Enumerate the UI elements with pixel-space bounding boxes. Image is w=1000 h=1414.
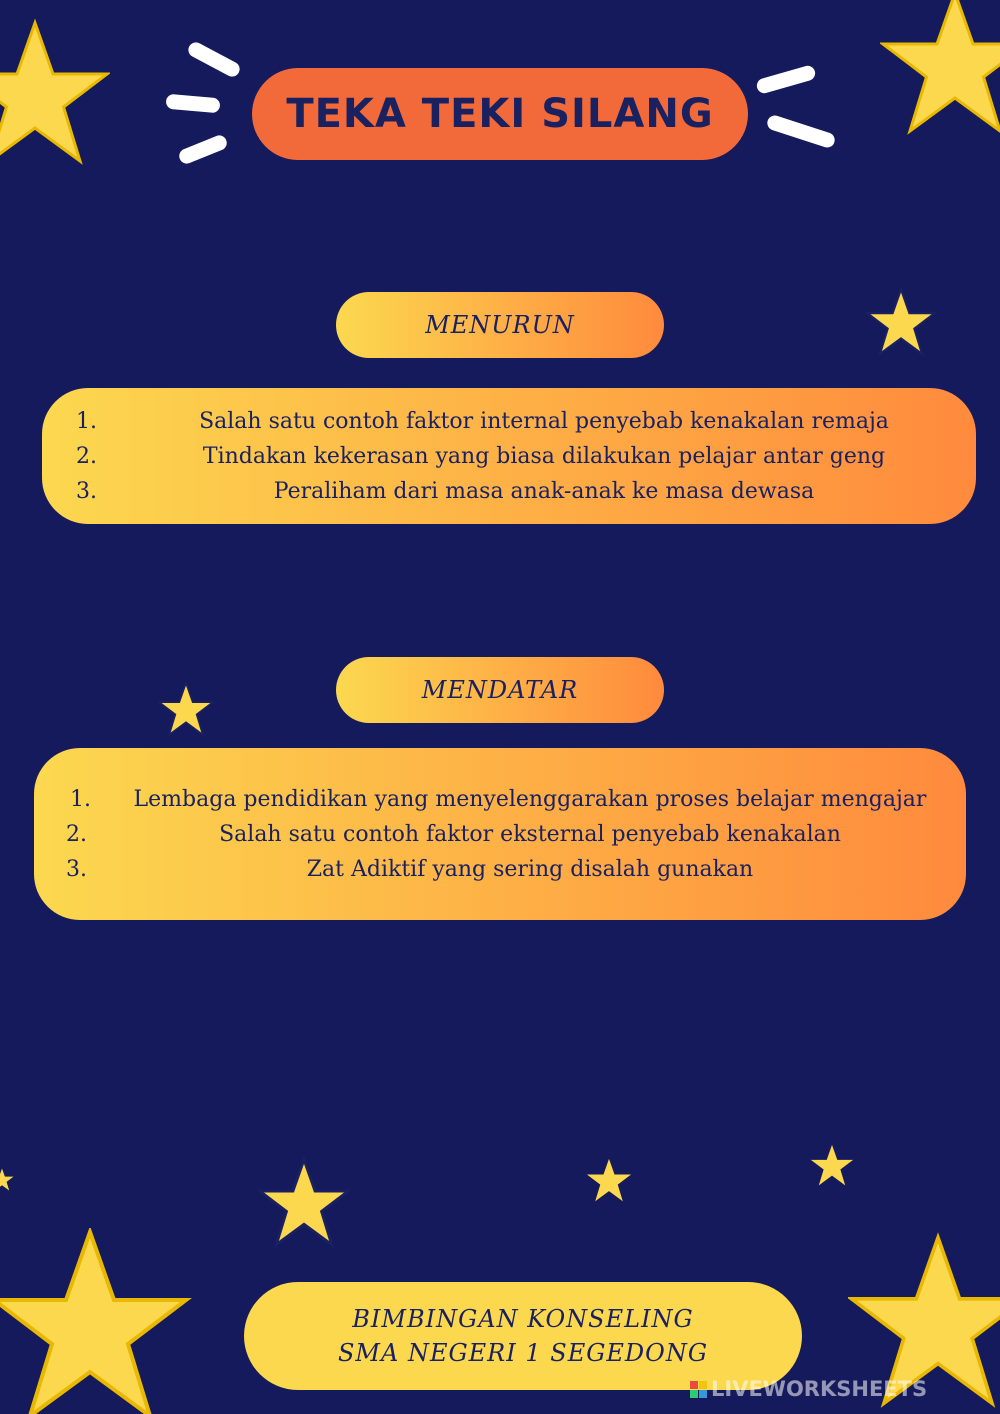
clue-text: Salah satu contoh faktor internal penyebab kenakalan remaja <box>199 409 889 434</box>
clue-number: 3. <box>76 479 97 504</box>
clue-text: Tindakan kekerasan yang biasa dilakukan pelajar antar geng <box>202 444 886 469</box>
clue-number: 1. <box>70 787 91 812</box>
star-icon <box>158 682 214 738</box>
clue-item <box>34 782 966 818</box>
section-heading-menurun: MENURUN <box>336 292 664 358</box>
star-icon <box>866 288 936 358</box>
clue-item <box>42 404 976 440</box>
clue-number: 1. <box>76 409 97 434</box>
accent-dash <box>186 40 242 80</box>
star-icon <box>0 0 110 200</box>
clue-text: Peraliham dari masa anak-anak ke masa dewasa <box>273 479 815 504</box>
star-icon <box>0 1228 200 1414</box>
clue-number: 2. <box>76 444 97 469</box>
section-heading-mendatar: MENDATAR <box>336 657 664 723</box>
clue-text: Zat Adiktif yang sering disalah gunakan <box>306 857 754 882</box>
clue-item <box>42 474 976 510</box>
clue-number: 2. <box>66 822 87 847</box>
clue-box-mendatar <box>34 748 966 920</box>
page-title: TEKA TEKI SILANG <box>252 68 748 160</box>
accent-dash <box>755 64 817 95</box>
clue-item <box>42 439 976 475</box>
star-icon <box>810 1144 854 1188</box>
star-icon <box>0 1160 14 1200</box>
clue-text: Lembaga pendidikan yang menyelenggarakan proses belajar mengajar <box>133 787 927 812</box>
clue-number: 3. <box>66 857 87 882</box>
footer-line-2: SMA NEGERI 1 SEGEDONG <box>337 1339 708 1367</box>
clue-text: Salah satu contoh faktor eksternal penyebab kenakalan <box>219 822 841 847</box>
clue-item <box>34 817 966 853</box>
watermark <box>690 1374 990 1404</box>
star-icon <box>258 1158 350 1250</box>
accent-dash <box>165 94 220 114</box>
star-icon <box>880 0 1000 150</box>
liveworksheets-logo-icon <box>690 1381 707 1398</box>
clue-item <box>34 852 966 888</box>
star-icon <box>586 1158 632 1204</box>
footer-line-1: BIMBINGAN KONSELING <box>352 1305 694 1333</box>
accent-dash <box>177 133 229 166</box>
accent-dash <box>765 114 836 150</box>
watermark-text: LIVEWORKSHEETS <box>711 1377 928 1401</box>
clue-box-menurun <box>42 388 976 524</box>
